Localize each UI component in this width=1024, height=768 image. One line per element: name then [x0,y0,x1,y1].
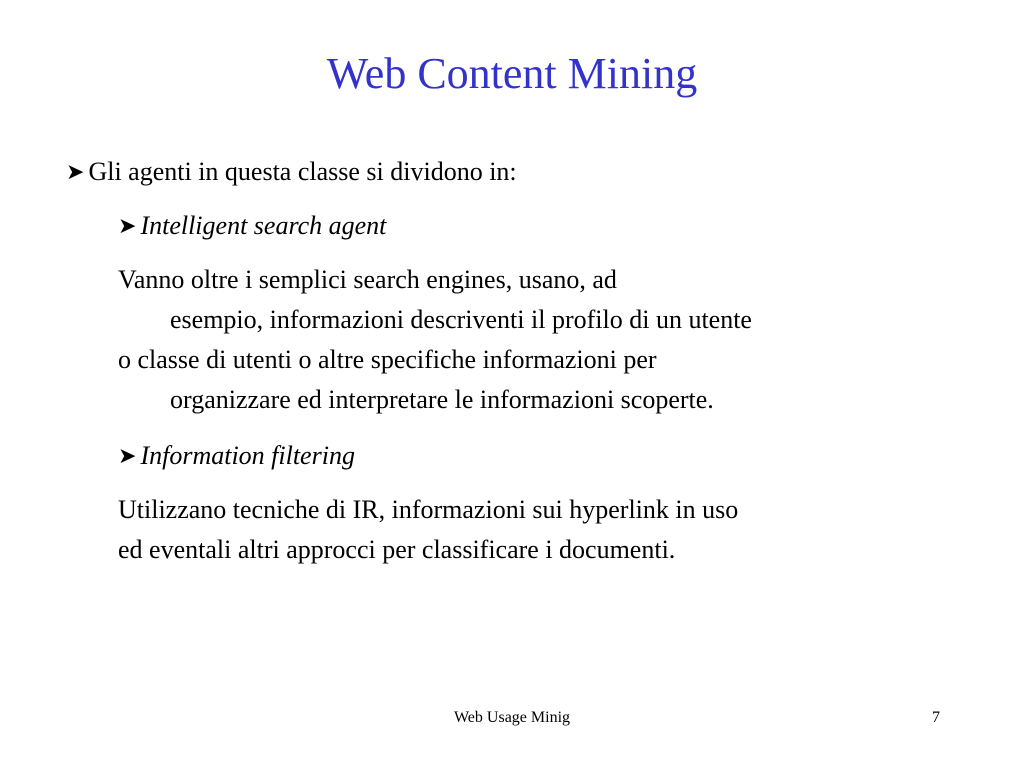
slide-title: Web Content Mining [326,49,698,98]
paragraph-line: ed eventali altri approcci per classificare i documenti. [118,535,676,564]
arrow-bullet-icon: ➤ [118,213,137,238]
arrow-bullet-icon: ➤ [66,159,85,184]
sub-bullet-heading: Information filtering [140,441,355,470]
paragraph-line: esempio, informazioni descriventi il profilo di un utente [170,305,752,334]
paragraph-line: Utilizzano tecniche di IR, informazioni sui hyperlink in uso [118,495,739,524]
paragraph-line: Vanno oltre i semplici search engines, usano, ad [118,265,617,294]
bullet-main-text: Gli agenti in questa classe si dividono in: [88,157,517,186]
sub-bullet-heading: Intelligent search agent [140,211,387,240]
paragraph-line: o classe di utenti o altre specifiche informazioni per [118,345,657,374]
paragraph-line: organizzare ed interpretare le informazioni scoperte. [170,385,714,414]
page-number: 7 [932,709,940,726]
bullet-main [66,152,517,192]
sub-bullet-information-filtering [118,436,355,476]
sub-bullet-intelligent-search [118,206,386,246]
arrow-bullet-icon: ➤ [118,443,137,468]
footer-title: Web Usage Minig [453,709,571,726]
